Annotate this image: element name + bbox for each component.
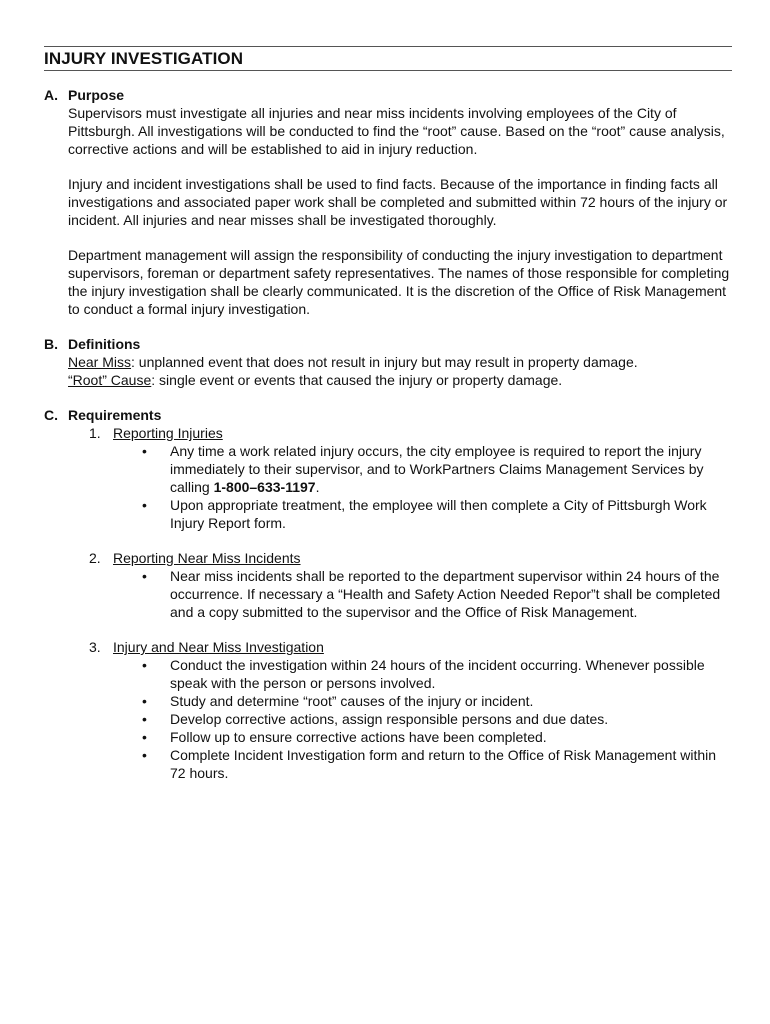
list-item: • Any time a work related injury occurs, the city employee is required to report the injury immediately to their supervisor, and to WorkPartners Claims Management Services by calling 1-800–633-1197. — [142, 443, 704, 495]
section-letter: B. — [44, 336, 58, 352]
definition-near-miss — [68, 353, 732, 371]
requirement-number: 1. — [89, 425, 101, 441]
section-letter: C. — [44, 407, 58, 423]
list-item: • Complete Incident Investigation form and return to the Office of Risk Management within 72 hours. — [142, 747, 717, 781]
bullet-list — [142, 442, 732, 532]
purpose-paragraph-2: Injury and incident investigations shall be used to find facts. Because of the importance in finding facts all investigations and associated paper work shall be completed and submitted within 72 hours of the injury or incident. All injuries and near misses shall be investigated thoroughly. — [68, 176, 728, 228]
bullet-icon: • — [142, 657, 147, 673]
purpose-paragraph-1: Supervisors must investigate all injuries and near miss incidents involving employees of the City of Pittsburgh. All investigations will be conducted to find the “root” cause. Based on the “root” cause analysis, corrective actions and will be established to aid in injury reduction. — [68, 105, 725, 157]
section-definitions — [44, 335, 732, 389]
bullet-list — [142, 567, 732, 621]
bullet-list — [142, 656, 732, 782]
title-top-rule — [44, 46, 732, 47]
section-letter: A. — [44, 87, 58, 103]
title-bottom-rule — [44, 70, 732, 71]
phone-number: 1-800–633-1197 — [213, 479, 316, 495]
bullet-icon: • — [142, 497, 147, 513]
bullet-icon: • — [142, 443, 147, 459]
bullet-icon: • — [142, 693, 147, 709]
requirement-reporting-near-miss — [89, 549, 732, 567]
requirement-number: 3. — [89, 639, 101, 655]
definition-term: “Root” Cause — [68, 372, 152, 388]
list-item: • Follow up to ensure corrective actions have been completed. — [142, 729, 547, 745]
bullet-icon: • — [142, 729, 147, 745]
document-body — [44, 86, 732, 782]
bullet-icon: • — [142, 568, 147, 584]
list-item: • Near miss incidents shall be reported to the department supervisor within 24 hours of the occurrence. If necessary a “Health and Safety Action Needed Repor”t shall be completed and a copy submitted to the supervisor and the Office of Risk Management. — [142, 568, 721, 620]
list-item: • Conduct the investigation within 24 hours of the incident occurring. Whenever possible speak with the person or persons involved. — [142, 657, 705, 691]
requirement-investigation — [89, 638, 732, 656]
requirement-reporting-injuries — [89, 424, 732, 442]
section-purpose — [44, 86, 732, 318]
list-item: • Upon appropriate treatment, the employee will then complete a City of Pittsburgh Work Injury Report form. — [142, 497, 707, 531]
document-title: INJURY INVESTIGATION — [44, 49, 244, 68]
list-item: • Study and determine “root” causes of the injury or incident. — [142, 693, 534, 709]
section-requirements — [44, 406, 732, 782]
definition-term: Near Miss — [68, 354, 132, 370]
requirement-title: Reporting Near Miss Incidents — [113, 550, 301, 566]
purpose-paragraph-3: Department management will assign the responsibility of conducting the injury investigation to department supervisors, foreman or department safety representatives. The names of those responsible for completing the injury investigation shall be clearly communicated. It is the discretion of the Office of Risk Management to conduct a formal injury investigation. — [68, 247, 730, 317]
definition-text: : unplanned event that does not result in injury but may result in property damage. — [131, 354, 638, 370]
definition-text: : single event or events that caused the injury or property damage. — [151, 372, 563, 388]
bullet-icon: • — [142, 711, 147, 727]
requirement-number: 2. — [89, 550, 101, 566]
section-heading: Purpose — [68, 87, 125, 103]
section-heading: Definitions — [68, 336, 141, 352]
bullet-icon: • — [142, 747, 147, 763]
section-heading: Requirements — [68, 407, 162, 423]
definition-root-cause — [68, 371, 732, 389]
requirement-title: Reporting Injuries — [113, 425, 223, 441]
requirement-title: Injury and Near Miss Investigation — [113, 639, 324, 655]
list-item: • Develop corrective actions, assign responsible persons and due dates. — [142, 711, 609, 727]
